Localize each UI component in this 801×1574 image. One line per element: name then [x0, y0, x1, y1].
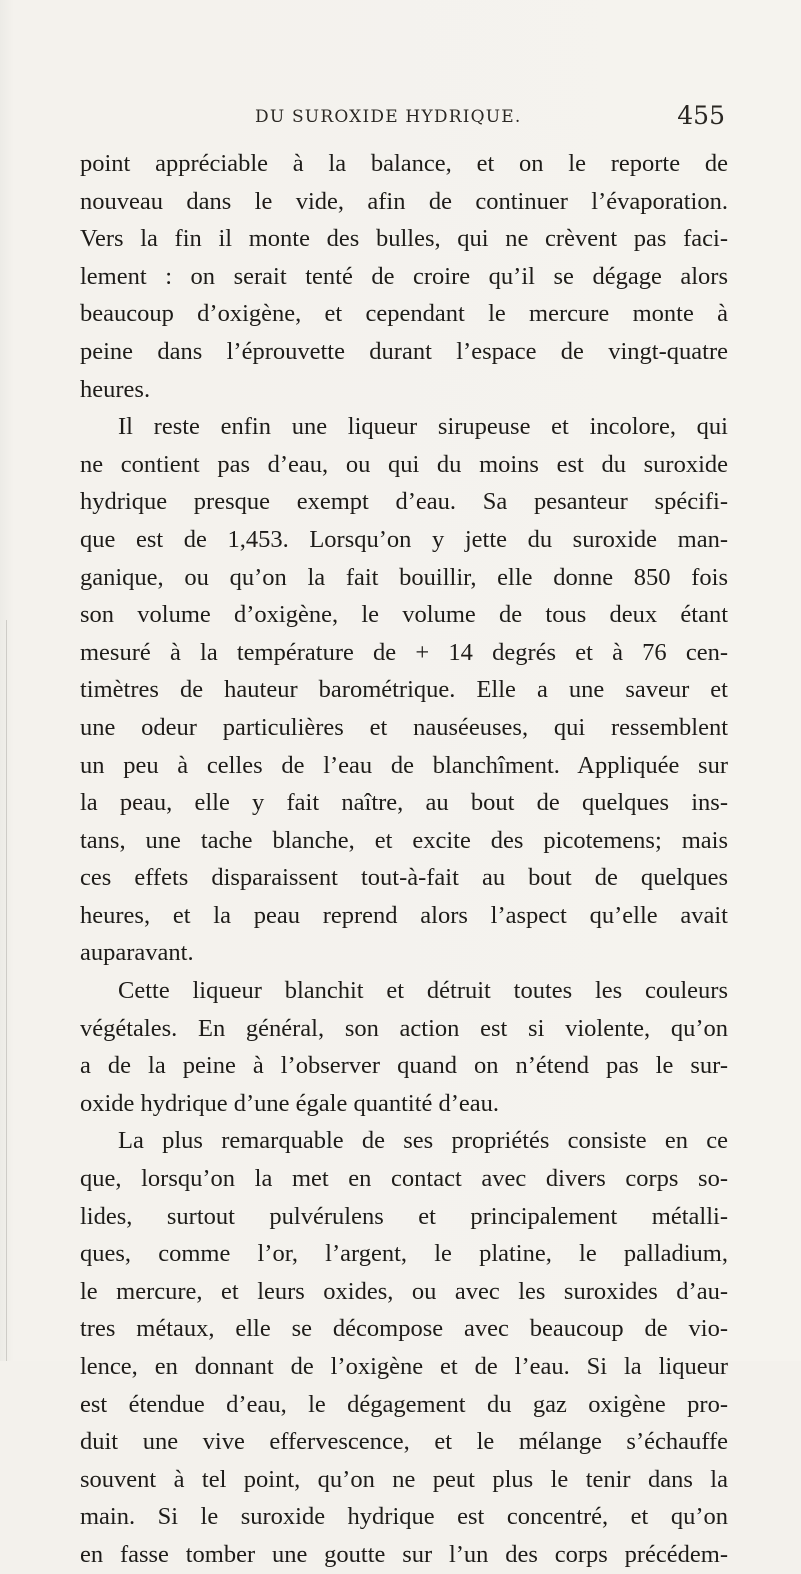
text-line: peine dans l’éprouvette durant l’espace de vingt-quatre — [80, 337, 728, 365]
text-line: végétales. En général, son action est si violente, qu’on — [80, 1014, 728, 1042]
text-line: souvent à tel point, qu’on ne peut plus le tenir dans la — [80, 1465, 728, 1493]
text-line: Cette liqueur blanchit et détruit toutes les couleurs — [118, 977, 728, 1005]
text-line: timètres de hauteur barométrique. Elle a une saveur et — [80, 676, 728, 704]
text-line: lides, surtout pulvérulens et principalement métalli- — [80, 1202, 728, 1230]
text-line: Vers la fin il monte des bulles, qui ne crèvent pas faci- — [80, 225, 728, 253]
text-line: lence, en donnant de l’oxigène et de l’eau. Si la liqueur — [80, 1353, 728, 1380]
text-line: une odeur particulières et nauséeuses, qui ressemblent — [80, 713, 728, 741]
text-line: que est de 1,453. Lorsqu’on y jette du suroxide man- — [80, 525, 728, 553]
text-line: hydrique presque exempt d’eau. Sa pesanteur spécifi- — [80, 488, 728, 516]
running-title: DU SUROXIDE HYDRIQUE. — [255, 107, 522, 127]
text-line: main. Si le suroxide hydrique est concentré, et qu’on — [80, 1503, 728, 1531]
page-number: 455 — [677, 101, 725, 130]
text-line: oxide hydrique d’une égale quantité d’eau. — [80, 1089, 500, 1117]
binding-edge — [6, 620, 7, 1361]
text-line: le mercure, et leurs oxides, ou avec les suroxides d’au- — [80, 1277, 728, 1305]
text-line: la peau, elle y fait naître, au bout de quelques ins- — [80, 789, 728, 817]
text-line: tans, une tache blanche, et excite des picotemens; mais — [80, 826, 728, 854]
text-line: nouveau dans le vide, afin de continuer l’évaporation. — [80, 187, 728, 215]
text-line: en fasse tomber une goutte sur l’un des corps précédem- — [80, 1540, 728, 1568]
text-line: ques, comme l’or, l’argent, le platine, le palladium, — [80, 1240, 728, 1268]
text-line: La plus remarquable de ses propriétés consiste en ce — [118, 1127, 728, 1155]
text-line: son volume d’oxigène, le volume de tous deux étant — [80, 601, 728, 629]
text-line: beaucoup d’oxigène, et cependant le mercure monte à — [80, 300, 728, 328]
text-line: Il reste enfin une liqueur sirupeuse et incolore, qui — [118, 413, 728, 441]
body-text — [80, 145, 728, 1574]
text-line: que, lorsqu’on la met en contact avec divers corps so- — [80, 1165, 728, 1193]
text-line: ces effets disparaissent tout-à-fait au bout de quelques — [80, 864, 728, 892]
text-line: ne contient pas d’eau, ou qui du moins est du suroxide — [80, 450, 728, 478]
text-line: a de la peine à l’observer quand on n’étend pas le sur- — [80, 1052, 728, 1080]
text-line: heures, et la peau reprend alors l’aspect qu’elle avait — [80, 901, 728, 929]
text-line: tres métaux, elle se décompose avec beaucoup de vio- — [80, 1315, 728, 1343]
text-line: point appréciable à la balance, et on le reporte de — [80, 150, 728, 177]
text-line: auparavant. — [80, 939, 194, 967]
text-line: duit une vive effervescence, et le mélange s’échauffe — [80, 1428, 728, 1456]
text-line: lement : on serait tenté de croire qu’il se dégage alors — [80, 262, 728, 290]
text-line: un peu à celles de l’eau de blanchîment. Appliquée sur — [80, 751, 728, 779]
text-line: est étendue d’eau, le dégagement du gaz oxigène pro- — [80, 1390, 728, 1418]
page-header — [255, 101, 725, 135]
text-line: ganique, ou qu’on la fait bouillir, elle donne 850 fois — [80, 563, 728, 591]
text-line: mesuré à la température de + 14 degrés et à 76 cen- — [80, 638, 728, 666]
text-line: heures. — [80, 375, 151, 403]
